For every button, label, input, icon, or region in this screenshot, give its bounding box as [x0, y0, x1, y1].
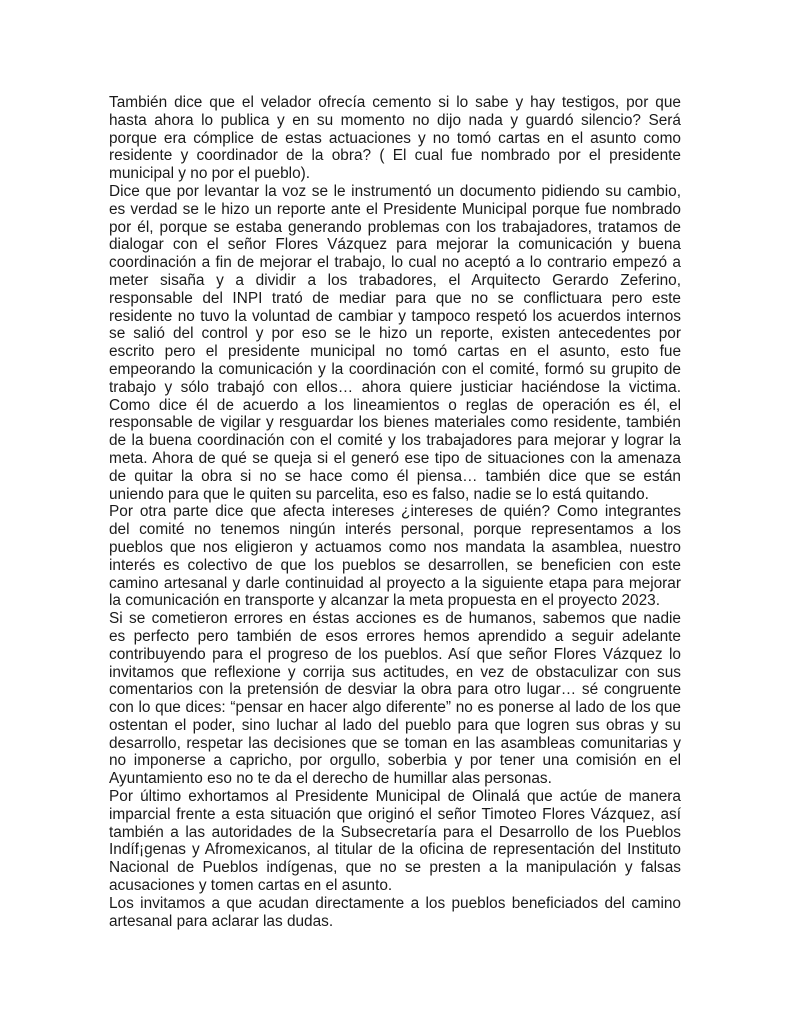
text-line: acusaciones y tomen cartas en el asunto.: [109, 877, 393, 895]
text-line: meter sisaña y a dividir a los trabadores, el Arquitecto Gerardo Zeferino,: [109, 271, 681, 289]
text-line: Por otra parte dice que afecta intereses ¿intereses de quién? Como integrantes: [109, 503, 681, 521]
text-line: coordinación a fin de mejorar el trabajo, lo cual no aceptó a lo contrario empezó a: [109, 254, 681, 272]
text-line: también a las autoridades de la Subsecretaría para el Desarrollo de los Pueblos: [109, 823, 681, 841]
text-line: se salió del control y por eso se le hizo un reporte, existen antecedentes por: [109, 325, 681, 343]
text-line: Los invitamos a que acudan directamente a los pueblos beneficiados del camino: [109, 894, 681, 912]
paragraph: [109, 788, 681, 895]
paragraph: [109, 610, 681, 788]
text-line: empeorando la comunicación y la coordinación con el comité, formó su grupito de: [109, 360, 681, 378]
document-body: [109, 94, 681, 930]
text-line: con lo que dices: “pensar en hacer algo diferente” no es ponerse al lado de los que: [109, 699, 681, 717]
paragraph: [109, 895, 681, 931]
text-line: Por último exhortamos al Presidente Municipal de Olinalá que actúe de manera: [109, 788, 681, 806]
text-line: Indíf¡genas y Afromexicanos, al titular de la oficina de representación del Instituto: [109, 841, 681, 859]
text-line: residente y coordinador de la obra? ( El cual fue nombrado por el presidente: [109, 147, 681, 165]
text-line: es perfecto pero también de esos errores hemos aprendido a seguir adelante: [109, 627, 681, 645]
text-line: responsable del INPI trató de mediar para que no se conflictuara pero este: [109, 289, 681, 307]
text-line: trabajo y sólo trabajó con ellos… ahora quiere justiciar haciéndose la victima.: [109, 378, 681, 396]
text-line: dialogar con el señor Flores Vázquez para mejorar la comunicación y buena: [109, 236, 681, 254]
text-line: es verdad se le hizo un reporte ante el Presidente Municipal porque fue nombrado: [109, 200, 681, 218]
text-line: imparcial frente a esta situación que originó el señor Timoteo Flores Vázquez, así: [109, 805, 681, 823]
text-line: de quitar la obra si no se hace como él piensa… también dice que se están: [109, 467, 681, 485]
paragraph: [109, 503, 681, 610]
text-line: interés es colectivo de que los pueblos se desarrollen, se beneficien con este: [109, 556, 681, 574]
text-line: de la buena coordinación con el comité y los trabajadores para mejorar y lograr la: [109, 432, 681, 450]
text-line: Ayuntamiento eso no te da el derecho de humillar alas personas.: [109, 770, 552, 788]
text-line: del comité no tenemos ningún interés personal, porque representamos a los: [109, 521, 681, 539]
text-line: camino artesanal y darle continuidad al proyecto a la siguiente etapa para mejorar: [109, 574, 681, 592]
text-line: invitamos que reflexione y corrija sus actitudes, en vez de obstaculizar con sus: [109, 663, 681, 681]
text-line: porque era cómplice de estas actuaciones y no tomó cartas en el asunto como: [109, 129, 681, 147]
text-line: no imponerse a capricho, por orgullo, soberbia y por tener una comisión en el: [109, 752, 681, 770]
text-line: desarrollo, respetar las decisiones que se toman en las asambleas comunitarias y: [109, 734, 681, 752]
text-line: Nacional de Pueblos indígenas, que no se presten a la manipulación y falsas: [109, 859, 681, 877]
text-line: municipal y no por el pueblo).: [109, 165, 311, 183]
text-line: por él, porque se estaba generando problemas con los trabajadores, tratamos de: [109, 218, 681, 236]
text-line: Como dice él de acuerdo a los lineamientos o reglas de operación es él, el: [109, 396, 681, 414]
text-line: También dice que el velador ofrecía cemento si lo sabe y hay testigos, por que: [109, 94, 681, 111]
text-line: uniendo para que le quiten su parcelita, eso es falso, nadie se lo está quitando.: [109, 485, 649, 503]
text-line: artesanal para aclarar las dudas.: [109, 912, 334, 930]
paragraph: [109, 94, 681, 183]
text-line: contribuyendo para el progreso de los pueblos. Así que señor Flores Vázquez lo: [109, 645, 681, 663]
text-line: Dice que por levantar la voz se le instrumentó un documento pidiendo su cambio,: [109, 182, 681, 200]
text-line: Si se cometieron errores en éstas acciones es de humanos, sabemos que nadie: [109, 610, 681, 628]
text-line: escrito pero el presidente municipal no tomó cartas en el asunto, esto fue: [109, 343, 681, 361]
text-line: la comunicación en transporte y alcanzar la meta propuesta en el proyecto 2023.: [109, 592, 660, 610]
text-line: responsable de vigilar y resguardar los bienes materiales como residente, también: [109, 414, 681, 432]
text-line: pueblos que nos eligieron y actuamos como nos mandata la asamblea, nuestro: [109, 538, 681, 556]
text-line: comentarios con la pretensión de desviar la obra para otro lugar… sé congruente: [109, 681, 681, 699]
paragraph: [109, 183, 681, 503]
text-line: meta. Ahora de qué se queja si el generó ese tipo de situaciones con la amenaza: [109, 449, 681, 467]
text-line: hasta ahora lo publica y en su momento no dijo nada y guardó silencio? Será: [109, 111, 681, 129]
text-line: residente no tuvo la voluntad de cambiar y tampoco respetó los acuerdos internos: [109, 307, 681, 325]
text-line: ostentan el poder, sino luchar al lado del pueblo para que logren sus obras y su: [109, 716, 681, 734]
